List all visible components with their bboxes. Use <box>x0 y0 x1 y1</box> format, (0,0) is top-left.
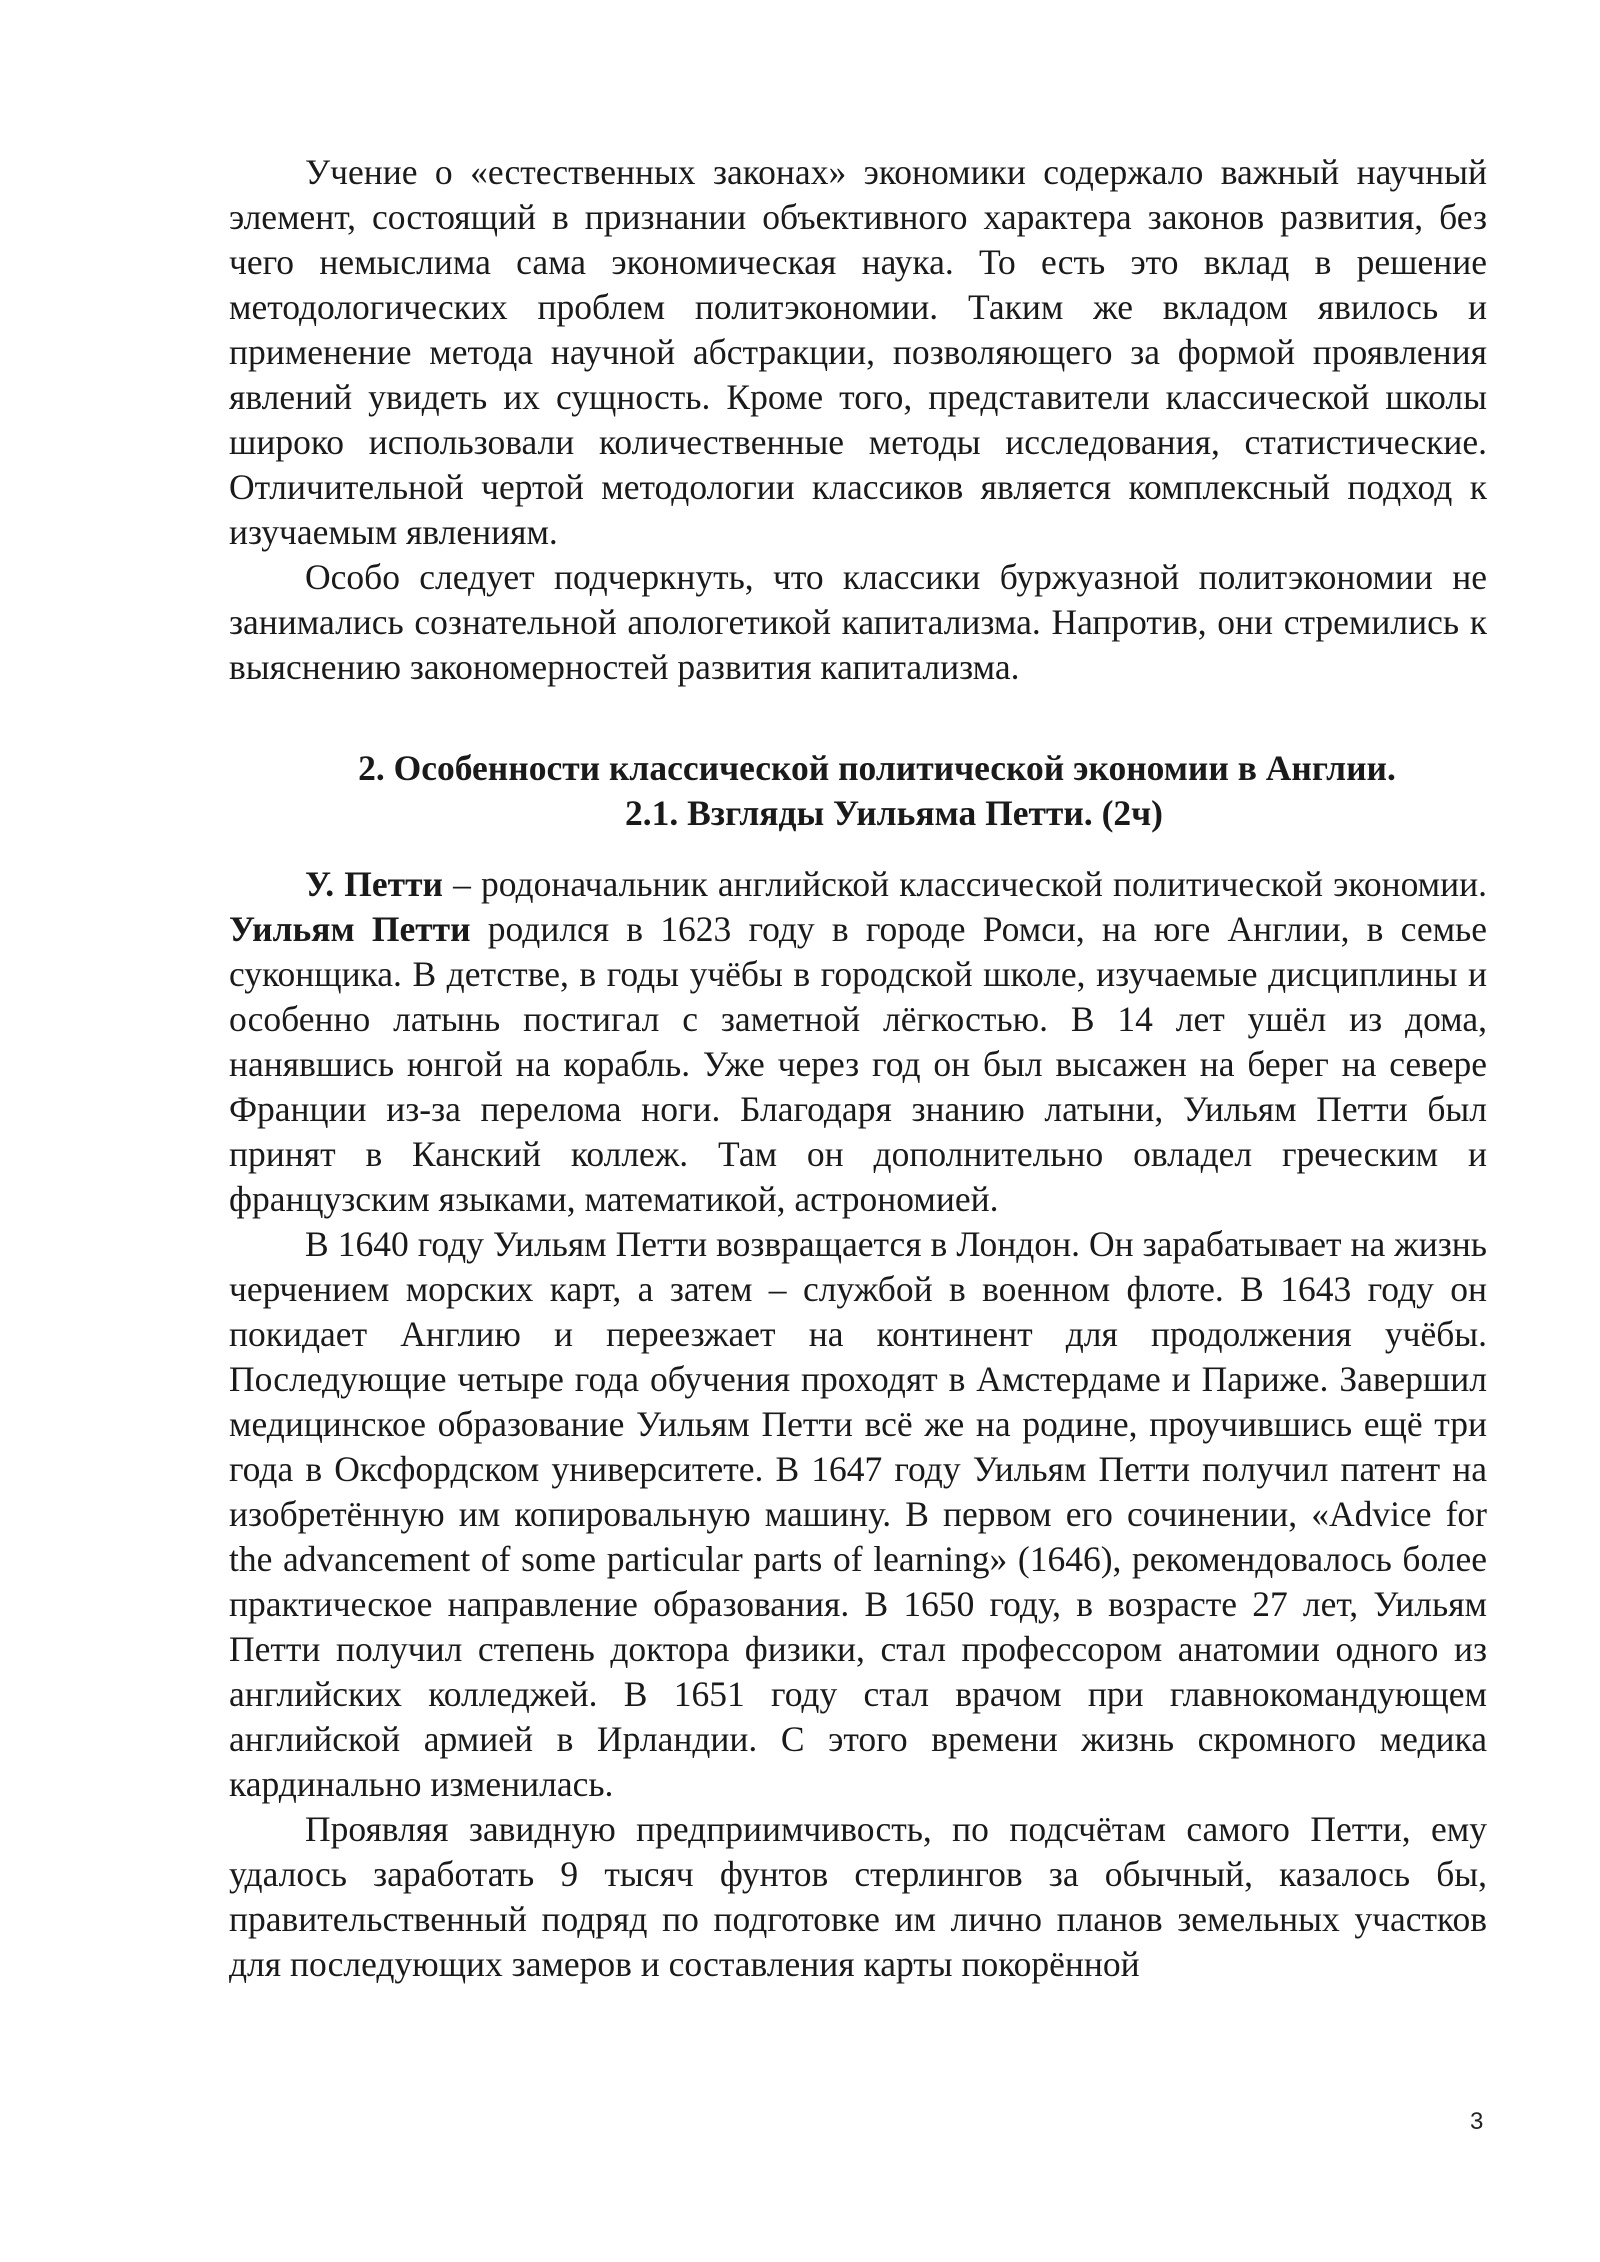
paragraph-enterprise: Проявляя завидную предприимчивость, по подсчётам самого Петти, ему удалось заработать 9 тысяч фунтов стерлингов за обычный, казалось бы, правительственный подряд по подготовке им лично планов земельных участков для последующих замеров и составления карты покорённой <box>229 1809 1487 1984</box>
subsection-title: 2.1. Взгляды Уильяма Петти. (2ч) <box>625 793 1163 833</box>
paragraph-text: родился в 1623 году в городе Ромси, на юге Англии, в семье суконщика. В детстве, в годы учёбы в городской школе, изучаемые дисциплины и особенно латынь постигал с заметной лёгкостью. В 14 лет ушёл из дома, нанявшись юнгой на корабль. Уже через год он был высажен на берег на севере Франции из-за перелома ноги. Благодаря знанию латыни, Уильям Петти был принят в Канский коллеж. Там он дополнительно овладел греческим и французским языками, математикой, астрономией. <box>229 909 1487 1219</box>
page-content <box>229 150 1487 1987</box>
paragraph-petty-biography <box>229 862 1487 1222</box>
paragraph-natural-laws: Учение о «естественных законах» экономики содержало важный научный элемент, состоящий в признании объективного характера законов развития, без чего немыслима сама экономическая наука. То есть это вклад в решение методологических проблем политэкономии. Таким же вкладом явилось и применение метода научной абстракции, позволяющего за формой проявления явлений увидеть их сущность. Кроме того, представители классической школы широко использовали количественные методы исследования, статистические. Отличительной чертой методологии классиков является комплексный подход к изучаемым явлениям. <box>229 152 1487 552</box>
section-title: 2. Особенности классической политической экономии в Англии. <box>358 748 1396 788</box>
bold-name-full: Уильям Петти <box>229 909 471 949</box>
page-number: 3 <box>1470 2108 1484 2135</box>
section-heading <box>229 746 1487 836</box>
paragraph-text: – родоначальник английской классической политической экономии. <box>443 864 1487 904</box>
paragraph-apologetics: Особо следует подчеркнуть, что классики буржуазной политэкономии не занимались сознательной апологетикой капитализма. Напротив, они стремились к выяснению закономерностей развития капитализма. <box>229 557 1487 687</box>
section-spacer <box>229 836 1487 862</box>
paragraph-london-career: В 1640 году Уильям Петти возвращается в Лондон. Он зарабатывает на жизнь черчением морских карт, а затем – службой в военном флоте. В 1643 году он покидает Англию и переезжает на континент для продолжения учёбы. Последующие четыре года обучения проходят в Амстердаме и Париже. Завершил медицинское образование Уильям Петти всё же на родине, проучившись ещё три года в Оксфордском университете. В 1647 году Уильям Петти получил патент на изобретённую им копировальную машину. В первом его сочинении, «Advice for the advancement of some particular parts of learning» (1646), рекомендовалось более практическое направление образования. В 1650 году, в возрасте 27 лет, Уильям Петти получил степень доктора физики, стал профессором анатомии одного из английских колледжей. В 1651 году стал врачом при главнокомандующем английской армией в Ирландии. С этого времени жизнь скромного медика кардинально изменилась. <box>229 1224 1487 1804</box>
bold-name-short: У. Петти <box>305 864 443 904</box>
